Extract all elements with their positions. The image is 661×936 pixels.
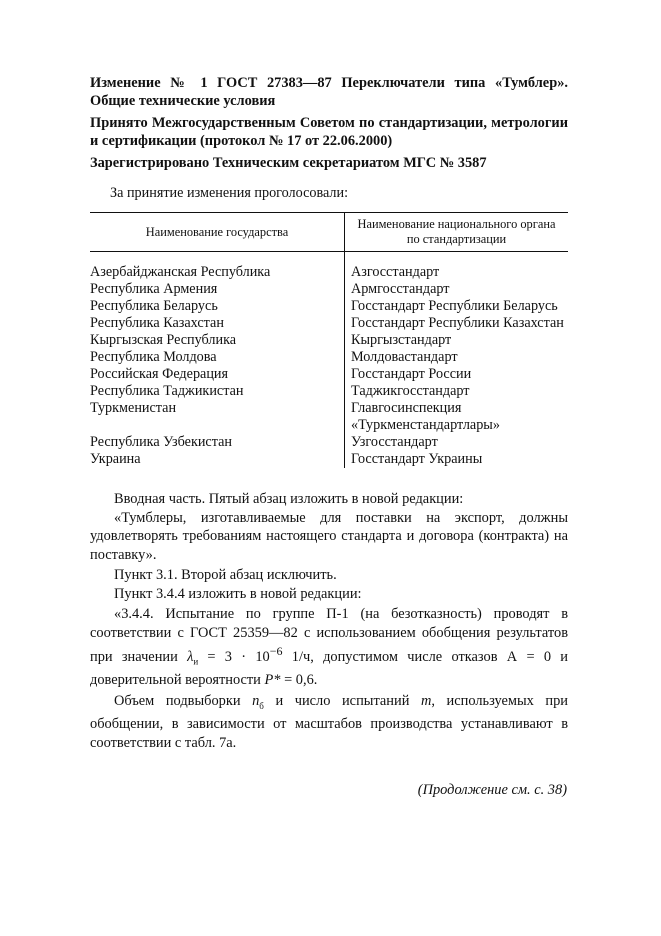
- continuation-note: (Продолжение см. с. 38): [417, 782, 567, 798]
- lambda-subscript: и: [193, 656, 199, 667]
- state-cell: Республика Беларусь: [90, 298, 345, 315]
- lambda-symbol: λ: [187, 648, 194, 665]
- body-cell: Азгосстандарт: [351, 264, 440, 280]
- paragraph-subsample: Объем подвыборки $n_б$ и число испытаний m, используемых при обобщении, в зависимости от масштабов производства устанавливают в соответствии с табл. 7а.: [90, 692, 568, 751]
- registration-note: Зарегистрировано Техническим секретариатом МГС № 3587: [90, 155, 487, 171]
- body-cell: Кыргызстандарт: [351, 332, 452, 348]
- n-symbol: n: [252, 692, 260, 709]
- table-header-row: [90, 213, 568, 252]
- body-cell: Госстандарт Республики Беларусь: [351, 298, 558, 314]
- state-cell: Республика Узбекистан: [90, 434, 345, 451]
- p-star-symbol: Р*: [264, 672, 281, 689]
- table-row: [90, 383, 568, 400]
- voting-table: [90, 212, 568, 468]
- body-cell: Госстандарт Украины: [351, 451, 483, 467]
- state-cell: Республика Таджикистан: [90, 383, 345, 400]
- body-cell: Госстандарт Республики Казахстан: [351, 315, 564, 331]
- paragraph-item-3-4-4: Пункт 3.4.4 изложить в новой редакции:: [114, 585, 362, 602]
- table-row: [90, 332, 568, 349]
- body-cell: Узгосстандарт: [351, 434, 438, 450]
- state-cell: Украина: [90, 451, 345, 468]
- paragraph-item-3-1: Пункт 3.1. Второй абзац исключить.: [114, 567, 337, 583]
- vote-intro: За принятие изменения проголосовали:: [110, 185, 349, 201]
- state-cell: Кыргызская Республика: [90, 332, 345, 349]
- state-cell: Туркменистан: [90, 400, 345, 434]
- amendment-title: Изменение № 1 ГОСТ 27383—87 Переключатели типа «Тумблер». Общие технические условия: [90, 75, 568, 109]
- paragraph-reliability-test: «3.4.4. Испытание по группе П-1 (на безотказность) проводят в соответствии с ГОСТ 25359—82 с использованием обобщения результатов при значении $\lambda_и = 3 \cdot 10^{-6}$ 1/ч, допустимом числе отказов А = 0 и доверительной вероятности Р* = 0,6.: [90, 606, 568, 689]
- body-cell: Главгосинспекция «Туркменстандартлары»: [351, 400, 500, 433]
- table-row: [90, 298, 568, 315]
- paragraph-toggle-text: «Тумблеры, изготавливаемые для поставки на экспорт, должны удовлетворять требованиям настоящего стандарта и договора (контракта) на поставку».: [90, 509, 568, 563]
- body-cell: Таджикгосстандарт: [351, 383, 470, 399]
- table-row: [90, 434, 568, 451]
- state-cell: Российская Федерация: [90, 366, 345, 383]
- state-cell: Республика Молдова: [90, 349, 345, 366]
- col-body-header: Наименование национального органа по стандартизации: [345, 213, 569, 252]
- body-cell: Госстандарт России: [351, 366, 472, 382]
- state-cell: Азербайджанская Республика: [90, 252, 345, 282]
- exponent: −6: [269, 644, 283, 658]
- table-row: [90, 252, 568, 282]
- document-page: [90, 74, 568, 752]
- table-row: [90, 451, 568, 468]
- state-cell: Республика Армения: [90, 281, 345, 298]
- table-row: [90, 366, 568, 383]
- amendment-body: [90, 490, 568, 752]
- paragraph-intro-section: Вводная часть. Пятый абзац изложить в новой редакции:: [114, 491, 464, 507]
- body-cell: Армгосстандарт: [351, 281, 450, 297]
- n-subscript: б: [259, 700, 264, 711]
- body-cell: Молдовастандарт: [351, 349, 458, 365]
- adoption-note: Принято Межгосударственным Советом по стандартизации, метрологии и сертификации (протокол № 17 от 22.06.2000): [90, 115, 568, 149]
- m-symbol: m: [420, 692, 432, 709]
- table-row: [90, 400, 568, 434]
- col-state-header: Наименование государства: [90, 213, 345, 252]
- table-row: [90, 349, 568, 366]
- table-row: [90, 315, 568, 332]
- state-cell: Республика Казахстан: [90, 315, 345, 332]
- table-row: [90, 281, 568, 298]
